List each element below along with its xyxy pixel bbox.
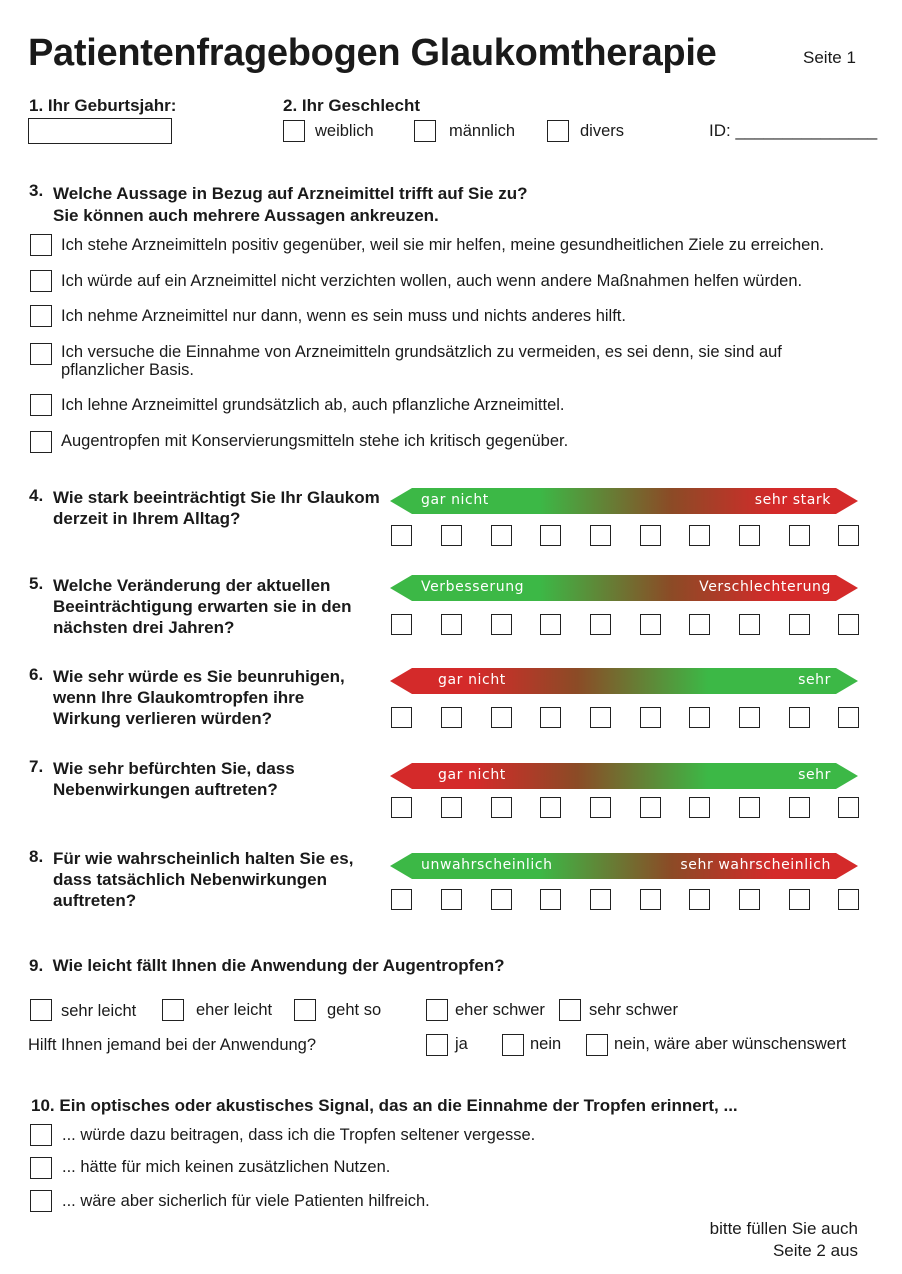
- q7-scale-checkbox-6[interactable]: [640, 797, 661, 818]
- q5-question-line: Welche Veränderung der aktuellen: [53, 576, 331, 595]
- q10-option-2-label: ... hätte für mich keinen zusätzlichen Nutzen.: [62, 1158, 391, 1176]
- q4-scale-checkbox-2[interactable]: [441, 525, 462, 546]
- q3-option-3-label: Ich nehme Arzneimittel nur dann, wenn es sein muss und nichts anderes hilft.: [61, 307, 626, 325]
- q9-very-easy-label: sehr leicht: [61, 1002, 137, 1020]
- q2-label: 2. Ihr Geschlecht: [283, 96, 420, 115]
- q5-scale-right-label: Verschlechterung: [699, 579, 831, 595]
- q10-option-2-checkbox[interactable]: [30, 1157, 52, 1179]
- q4-scale-checkbox-3[interactable]: [491, 525, 512, 546]
- q9-very-hard-label: sehr schwer: [589, 1001, 678, 1019]
- q9-help-question: Hilft Ihnen jemand bei der Anwendung?: [28, 1036, 317, 1054]
- q5-number: 5.: [29, 574, 44, 593]
- q4-question-line: derzeit in Ihrem Alltag?: [53, 509, 241, 528]
- q9-help-desired-checkbox[interactable]: [586, 1034, 608, 1056]
- q7-scale-arrow: [390, 763, 858, 789]
- q8-scale-checkbox-4[interactable]: [540, 889, 561, 910]
- q4-scale-checkbox-1[interactable]: [391, 525, 412, 546]
- q9-so-so-label: geht so: [327, 1001, 382, 1019]
- q4-scale-checkbox-5[interactable]: [590, 525, 611, 546]
- q4-scale-right-label: sehr stark: [754, 492, 831, 508]
- q3-option-4-checkbox[interactable]: [30, 343, 52, 365]
- q8-number: 8.: [29, 847, 44, 866]
- q4-scale-left-label: gar nicht: [421, 492, 489, 508]
- q9-help-yes-checkbox[interactable]: [426, 1034, 448, 1056]
- q8-question-line: dass tatsächlich Nebenwirkungen: [53, 870, 327, 889]
- q6-scale-checkbox-2[interactable]: [441, 707, 462, 728]
- footer-line-2: Seite 2 aus: [772, 1241, 858, 1260]
- q7-scale-checkbox-7[interactable]: [689, 797, 710, 818]
- q5-scale-checkbox-5[interactable]: [590, 614, 611, 635]
- q6-scale-checkbox-9[interactable]: [789, 707, 810, 728]
- gender-female-checkbox[interactable]: [283, 120, 305, 142]
- q7-scale-left-label: gar nicht: [438, 767, 506, 783]
- q5-scale-checkbox-1[interactable]: [391, 614, 412, 635]
- q7-scale-right-label: sehr: [798, 767, 831, 783]
- footer-note: [710, 1218, 858, 1262]
- q8-scale-checkbox-1[interactable]: [391, 889, 412, 910]
- q3-option-5-checkbox[interactable]: [30, 394, 52, 416]
- q3-option-2-label: Ich würde auf ein Arzneimittel nicht verzichten wollen, auch wenn andere Maßnahmen helfen würden.: [61, 272, 803, 290]
- q8-scale-right-label: sehr wahrscheinlich: [680, 857, 831, 873]
- q6-question-line: wenn Ihre Glaukomtropfen ihre: [53, 688, 305, 707]
- q8-scale-checkbox-2[interactable]: [441, 889, 462, 910]
- q5-scale-checkbox-7[interactable]: [689, 614, 710, 635]
- q5-scale-checkbox-6[interactable]: [640, 614, 661, 635]
- q3-option-4-label: Ich versuche die Einnahme von Arzneimitteln grundsätzlich zu vermeiden, es sei denn, sie sind auf: [61, 343, 782, 361]
- q9-help-yes-label: ja: [455, 1035, 468, 1053]
- q7-question-line: Nebenwirkungen auftreten?: [53, 780, 278, 799]
- q8-scale-checkbox-6[interactable]: [640, 889, 661, 910]
- q6-question-line: Wie sehr würde es Sie beunruhigen,: [53, 667, 345, 686]
- q4-scale-checkbox-9[interactable]: [789, 525, 810, 546]
- q6-scale-left-label: gar nicht: [438, 672, 506, 688]
- q3-option-3-checkbox[interactable]: [30, 305, 52, 327]
- q6-scale-checkbox-10[interactable]: [838, 707, 859, 728]
- q5-scale-checkbox-3[interactable]: [491, 614, 512, 635]
- q6-number: 6.: [29, 665, 44, 684]
- q8-scale-checkbox-8[interactable]: [739, 889, 760, 910]
- q5-scale-checkbox-2[interactable]: [441, 614, 462, 635]
- q5-scale-checkbox-8[interactable]: [739, 614, 760, 635]
- q7-number: 7.: [29, 757, 44, 776]
- q9-very-easy-checkbox[interactable]: [30, 999, 52, 1021]
- q7-scale-checkbox-1[interactable]: [391, 797, 412, 818]
- q3-instruction: Sie können auch mehrere Aussagen ankreuzen.: [53, 206, 439, 225]
- q8-scale-checkbox-10[interactable]: [838, 889, 859, 910]
- q7-question-line: Wie sehr befürchten Sie, dass: [53, 759, 295, 778]
- q6-scale-right-label: sehr: [798, 672, 831, 688]
- gender-male-checkbox[interactable]: [414, 120, 436, 142]
- footer-line-1: bitte füllen Sie auch: [709, 1219, 858, 1238]
- q4-scale-checkbox-10[interactable]: [838, 525, 859, 546]
- birth-year-input[interactable]: [28, 118, 172, 144]
- q10-option-3-checkbox[interactable]: [30, 1190, 52, 1212]
- q9-help-desired-label: nein, wäre aber wünschenswert: [614, 1035, 847, 1053]
- q5-scale-checkbox-4[interactable]: [540, 614, 561, 635]
- q4-scale-checkbox-6[interactable]: [640, 525, 661, 546]
- q5-scale-left-label: Verbesserung: [421, 579, 525, 595]
- q6-scale-checkbox-6[interactable]: [640, 707, 661, 728]
- q4-scale-checkbox-7[interactable]: [689, 525, 710, 546]
- q7-scale-checkbox-3[interactable]: [491, 797, 512, 818]
- q8-question-line: auftreten?: [53, 891, 137, 910]
- q8-scale-checkbox-3[interactable]: [491, 889, 512, 910]
- q5-scale-checkbox-10[interactable]: [838, 614, 859, 635]
- q6-scale-checkbox-8[interactable]: [739, 707, 760, 728]
- gender-female-label: weiblich: [315, 122, 374, 140]
- q6-scale-checkbox-3[interactable]: [491, 707, 512, 728]
- gender-male-label: männlich: [449, 122, 516, 140]
- q4-scale-arrow: [390, 488, 858, 514]
- q3-number: 3.: [29, 181, 44, 200]
- q3-option-4-label-cont: pflanzlicher Basis.: [61, 361, 194, 379]
- q1-label: 1. Ihr Geburtsjahr:: [29, 96, 177, 115]
- q4-scale-checkbox-8[interactable]: [739, 525, 760, 546]
- q8-scale-arrow: [390, 853, 858, 879]
- q3-option-5-label: Ich lehne Arzneimittel grundsätzlich ab, auch pflanzliche Arzneimittel.: [61, 396, 565, 414]
- id-field[interactable]: ID: _______________: [709, 121, 878, 140]
- q8-scale-checkbox-9[interactable]: [789, 889, 810, 910]
- q7-scale-checkbox-9[interactable]: [789, 797, 810, 818]
- q8-scale-checkbox-7[interactable]: [689, 889, 710, 910]
- q7-scale-checkbox-8[interactable]: [739, 797, 760, 818]
- q5-scale-arrow: [390, 575, 858, 601]
- q8-scale-left-label: unwahrscheinlich: [421, 857, 553, 873]
- q5-question-line: Beeinträchtigung erwarten sie in den: [53, 597, 352, 616]
- q9-help-no-label: nein: [530, 1035, 562, 1053]
- q7-scale-checkbox-2[interactable]: [441, 797, 462, 818]
- q9-easy-label: eher leicht: [196, 1001, 273, 1019]
- q6-scale-arrow: [390, 668, 858, 694]
- q6-scale-checkbox-7[interactable]: [689, 707, 710, 728]
- q9-very-hard-checkbox[interactable]: [559, 999, 581, 1021]
- q7-scale-checkbox-10[interactable]: [838, 797, 859, 818]
- q4-scale-checkbox-4[interactable]: [540, 525, 561, 546]
- q6-question-line: Wirkung verlieren würden?: [53, 709, 272, 728]
- q4-number: 4.: [29, 486, 44, 505]
- q8-question-line: Für wie wahrscheinlich halten Sie es,: [53, 849, 354, 868]
- q9-hard-checkbox[interactable]: [426, 999, 448, 1021]
- q7-scale-checkbox-4[interactable]: [540, 797, 561, 818]
- q3-question: Welche Aussage in Bezug auf Arzneimittel trifft auf Sie zu?: [53, 184, 528, 203]
- q8-scale-checkbox-5[interactable]: [590, 889, 611, 910]
- q3-option-6-label: Augentropfen mit Konservierungsmitteln stehe ich kritisch gegenüber.: [61, 432, 569, 450]
- q9-help-no-checkbox[interactable]: [502, 1034, 524, 1056]
- q9-easy-checkbox[interactable]: [162, 999, 184, 1021]
- q5-scale-checkbox-9[interactable]: [789, 614, 810, 635]
- q9-hard-label: eher schwer: [455, 1001, 545, 1019]
- page-number: Seite 1: [803, 48, 856, 67]
- q3-option-1-checkbox[interactable]: [30, 234, 52, 256]
- gender-diverse-checkbox[interactable]: [547, 120, 569, 142]
- gender-diverse-label: divers: [580, 122, 625, 140]
- q6-scale-checkbox-5[interactable]: [590, 707, 611, 728]
- q6-scale-checkbox-1[interactable]: [391, 707, 412, 728]
- q3-option-6-checkbox[interactable]: [30, 431, 52, 453]
- q9-so-so-checkbox[interactable]: [294, 999, 316, 1021]
- q9-question: 9. Wie leicht fällt Ihnen die Anwendung der Augentropfen?: [29, 956, 505, 975]
- q5-question-line: nächsten drei Jahren?: [53, 618, 235, 637]
- q3-option-2-checkbox[interactable]: [30, 270, 52, 292]
- q10-option-3-label: ... wäre aber sicherlich für viele Patienten hilfreich.: [62, 1192, 430, 1210]
- q4-question-line: Wie stark beeinträchtigt Sie Ihr Glaukom: [53, 488, 380, 507]
- q7-scale-checkbox-5[interactable]: [590, 797, 611, 818]
- q10-question: 10. Ein optisches oder akustisches Signal, das an die Einnahme der Tropfen erinnert, ...: [31, 1096, 738, 1115]
- q3-option-1-label: Ich stehe Arzneimitteln positiv gegenüber, weil sie mir helfen, meine gesundheitlichen Ziele zu erreichen.: [61, 236, 825, 254]
- q10-option-1-label: ... würde dazu beitragen, dass ich die Tropfen seltener vergesse.: [62, 1126, 536, 1144]
- page-title: Patientenfragebogen Glaukomtherapie: [28, 32, 717, 74]
- q10-option-1-checkbox[interactable]: [30, 1124, 52, 1146]
- q6-scale-checkbox-4[interactable]: [540, 707, 561, 728]
